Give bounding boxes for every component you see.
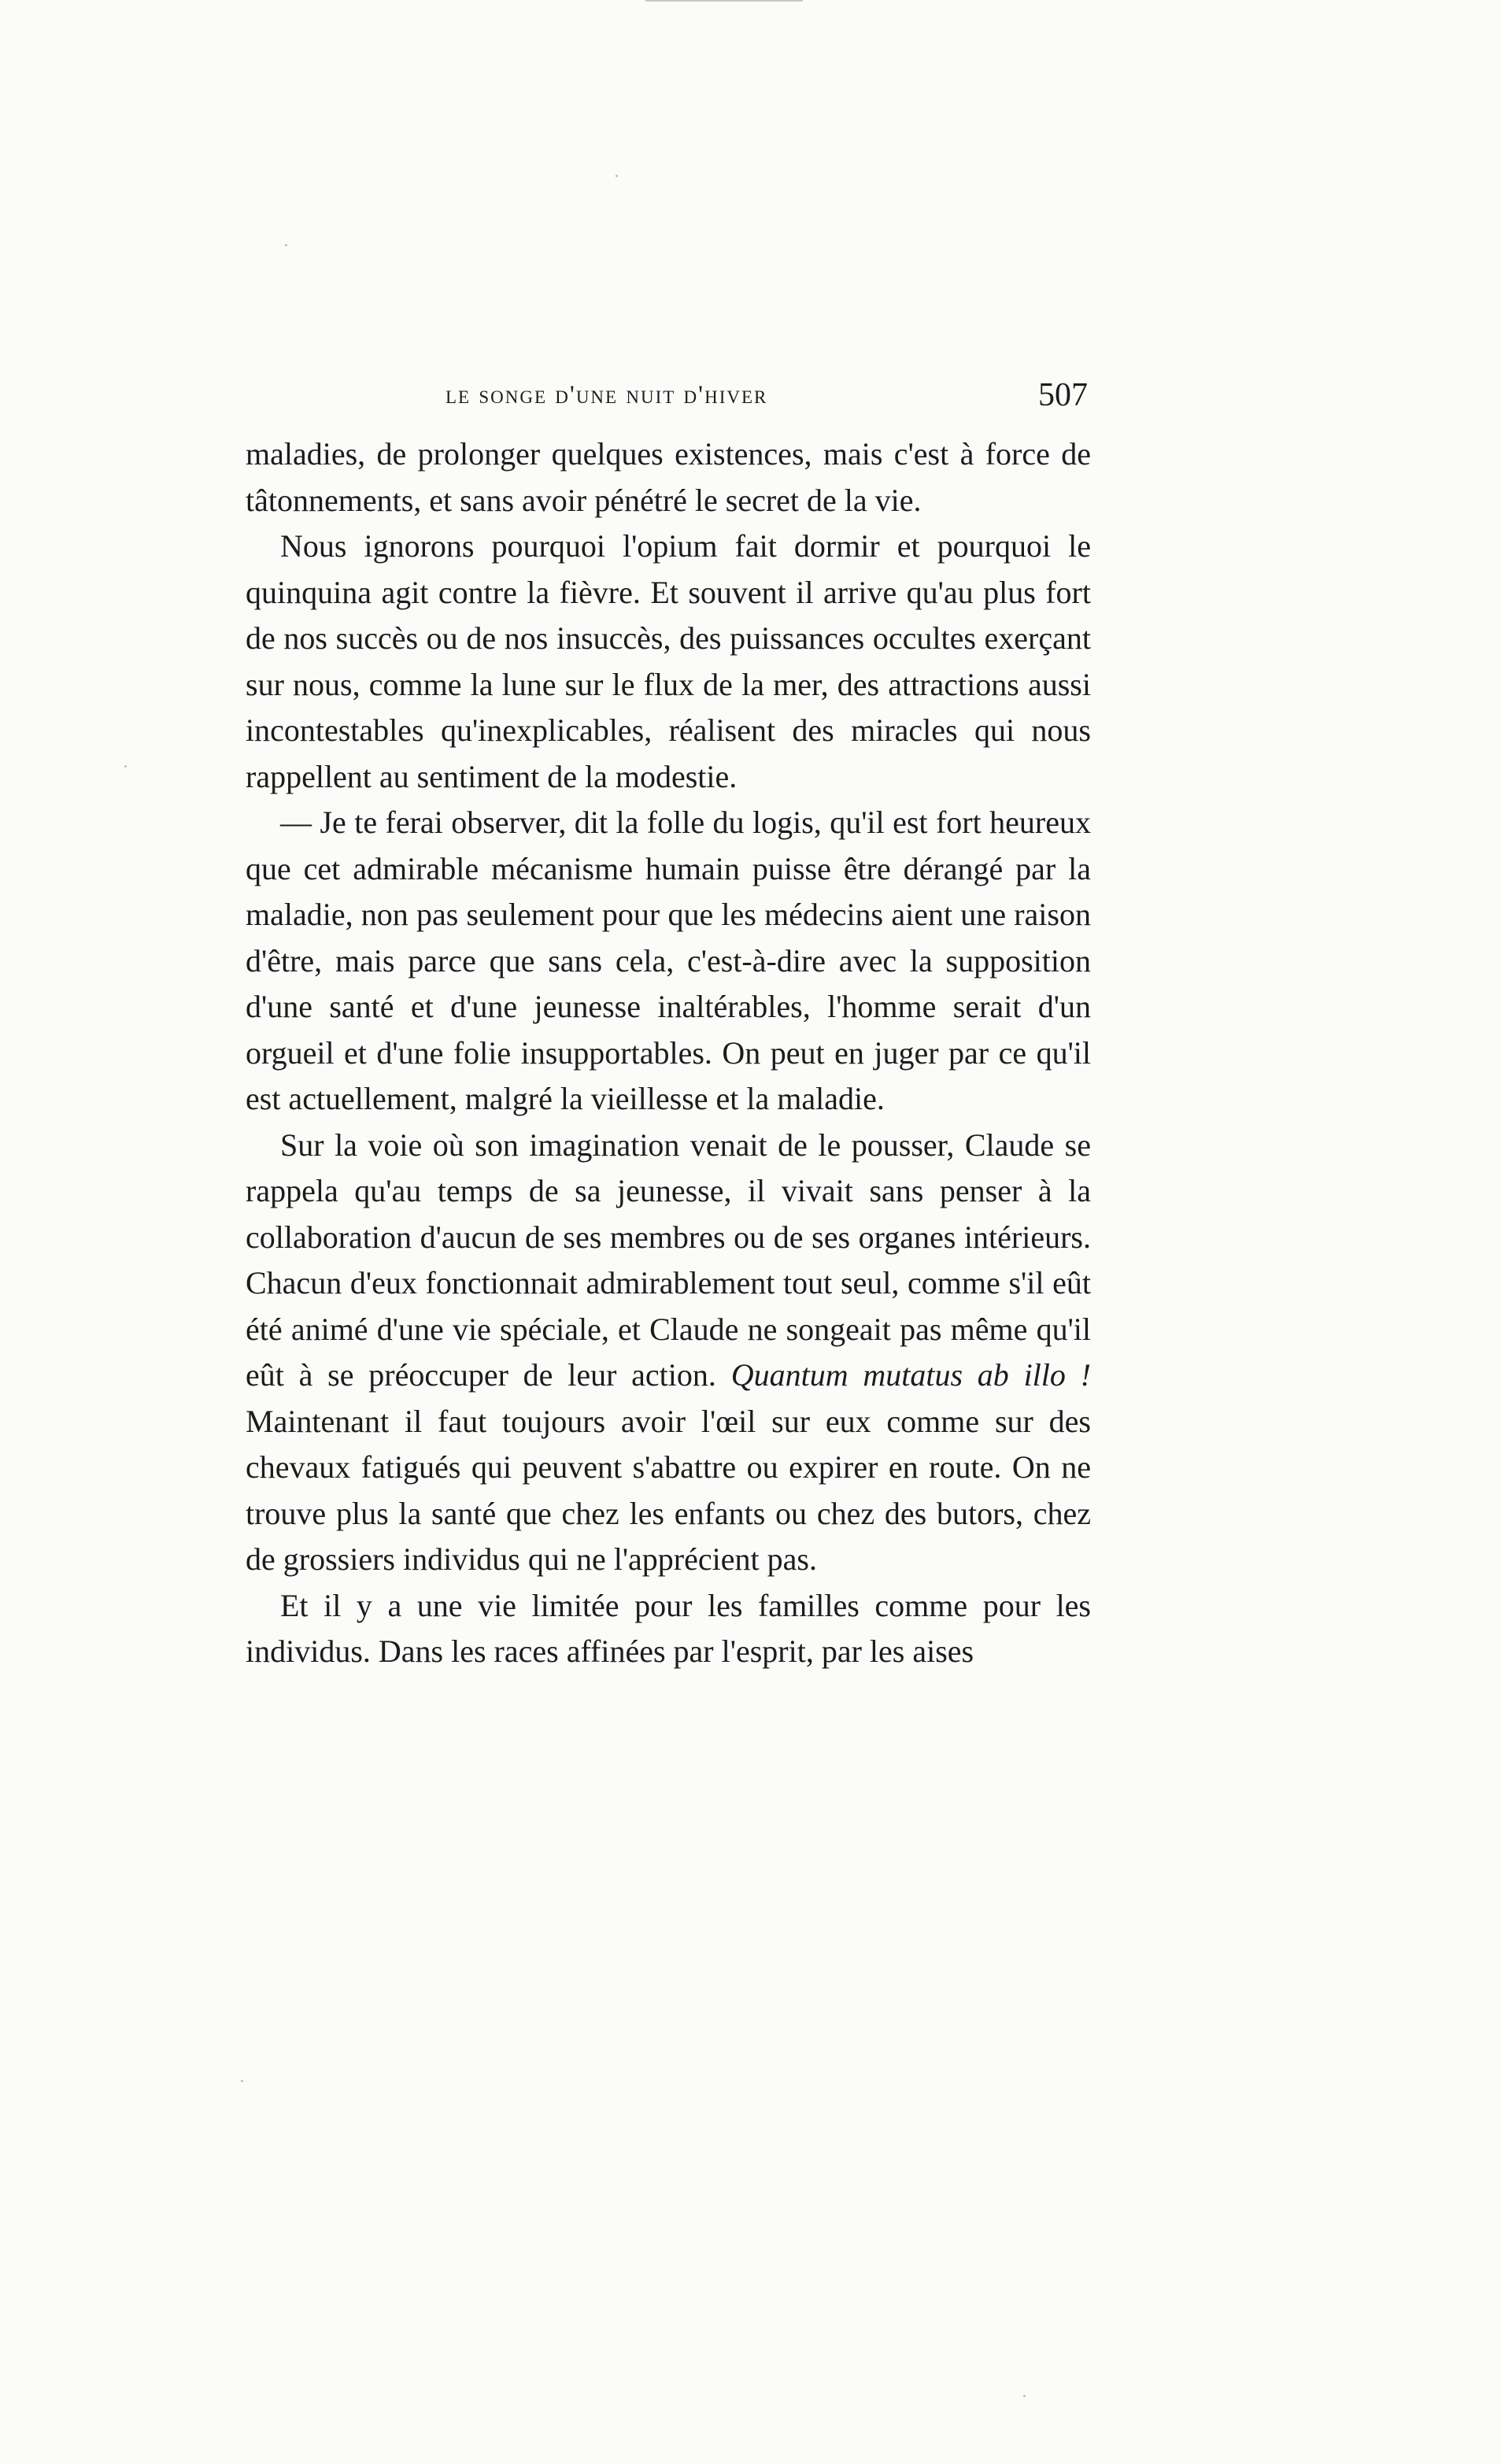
paper-speck: [285, 244, 287, 246]
paragraph-2: Nous ignorons pourquoi l'opium fait dormir et pourquoi le quinquina agit contre la fièvre. Et souvent il arrive qu'au plus fort de nos succès ou de nos insuccès, des puissances occultes exerçant sur nous, comme la lune sur le flux de la mer, des attractions aussi incontestables qu'inexplicables, réalisent des miracles qui nous rappellent au sentiment de la modestie.: [246, 528, 1091, 794]
body-text: [246, 431, 1091, 1675]
paper-speck: [616, 175, 618, 177]
paragraph-4: [246, 1123, 1091, 1583]
paper-speck: [1023, 2395, 1026, 2397]
top-edge-mark: [645, 0, 803, 2]
paragraph-4-text-after: Maintenant il faut toujours avoir l'œil sur eux comme sur des chevaux fatigués qui peuvent s'abattre ou expirer en route. On ne trouve plus la santé que chez les enfants ou chez des butors, chez de grossiers individus qui ne l'apprécient pas.: [246, 1403, 1091, 1577]
page-number: 507: [1038, 377, 1088, 413]
running-head: [249, 376, 1088, 424]
paper-speck: [124, 765, 127, 768]
paragraph-1: maladies, de prolonger quelques existences, mais c'est à force de tâtonnements, et sans avoir pénétré le secret de la vie.: [246, 436, 1091, 518]
running-title: le songe d'une nuit d'hiver: [445, 381, 768, 409]
paper-speck: [241, 2080, 243, 2082]
paragraph-5: Et il y a une vie limitée pour les familles comme pour les individus. Dans les races affinées par l'esprit, par les aises: [246, 1587, 1091, 1669]
paragraph-3: — Je te ferai observer, dit la folle du logis, qu'il est fort heureux que cet admirable mécanisme humain puisse être dérangé par la maladie, non pas seulement pour que les médecins aient une raison d'être, mais parce que sans cela, c'est-à-dire avec la supposition d'une santé et d'une jeunesse inaltérables, l'homme serait d'un orgueil et d'une folie insupportables. On peut en juger par ce qu'il est actuellement, malgré la vieillesse et la maladie.: [246, 805, 1091, 1116]
paragraph-4-text-before: Sur la voie où son imagination venait de le pousser, Claude se rappela qu'au temps de sa jeunesse, il vivait sans penser à la collaboration d'aucun de ses membres ou de ses organes intérieurs. Chacun d'eux fonctionnait admirablement tout seul, comme s'il eût été animé d'une vie spéciale, et Claude ne songeait pas même qu'il eût à se préoccuper de leur action.: [246, 1127, 1091, 1393]
latin-quotation: Quantum mutatus ab illo !: [730, 1357, 1091, 1393]
